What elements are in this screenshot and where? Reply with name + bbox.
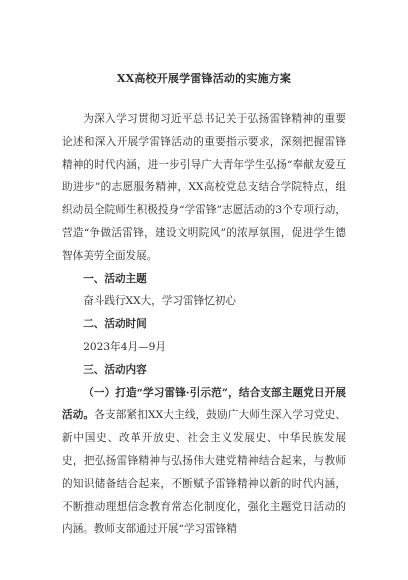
intro-paragraph: 为深入学习贯彻习近平总书记关于弘扬雷锋精神的重要论述和深入开展学雷锋活动的重要指示要求，深刻把握雷锋精神的时代内涵，进一步引导广大青年学生弘扬“奉献友爱互助进步”的志愿服务精神，XX高校党总支结合学院特点，组织动员全院师生积极投身“学雷锋”志愿活动的3个专项行动，营造“争做活雷锋，建设文明院风”的浓厚氛围，促进学生德智体美劳全面发展。 [62,113,346,262]
section-heading-time: 二、活动时间 [83,318,147,331]
subsection-heading: （一）打造“学习雷锋·引示范”，结合支部主题党日开展活动。 [62,386,346,422]
section-heading-content: 三、活动内容 [83,363,147,376]
subsection-text: 各支部紧扣XX大主线，鼓励广大师生深入学习党史、新中国史、改革开放史、社会主义发展史、中华民族发展史，把弘扬雷锋精神与弘扬伟大建党精神结合起来，与教师的知识储备结合起来，不断赋予雷锋精神以新的时代内涵，不断推动理想信念教育常态化制度化，强化主题党日活动的内涵。教师支部通过开展“学习雷锋精 [62,409,347,536]
section-content-paragraph [62,382,346,542]
section-heading-theme: 一、活动主题 [83,272,147,285]
document-title: XX高校开展学雷锋活动的实施方案 [116,72,292,85]
section-text-time: 2023年4月—9月 [83,340,167,353]
section-text-theme: 奋斗践行XX大，学习雷锋忆初心 [83,295,236,308]
